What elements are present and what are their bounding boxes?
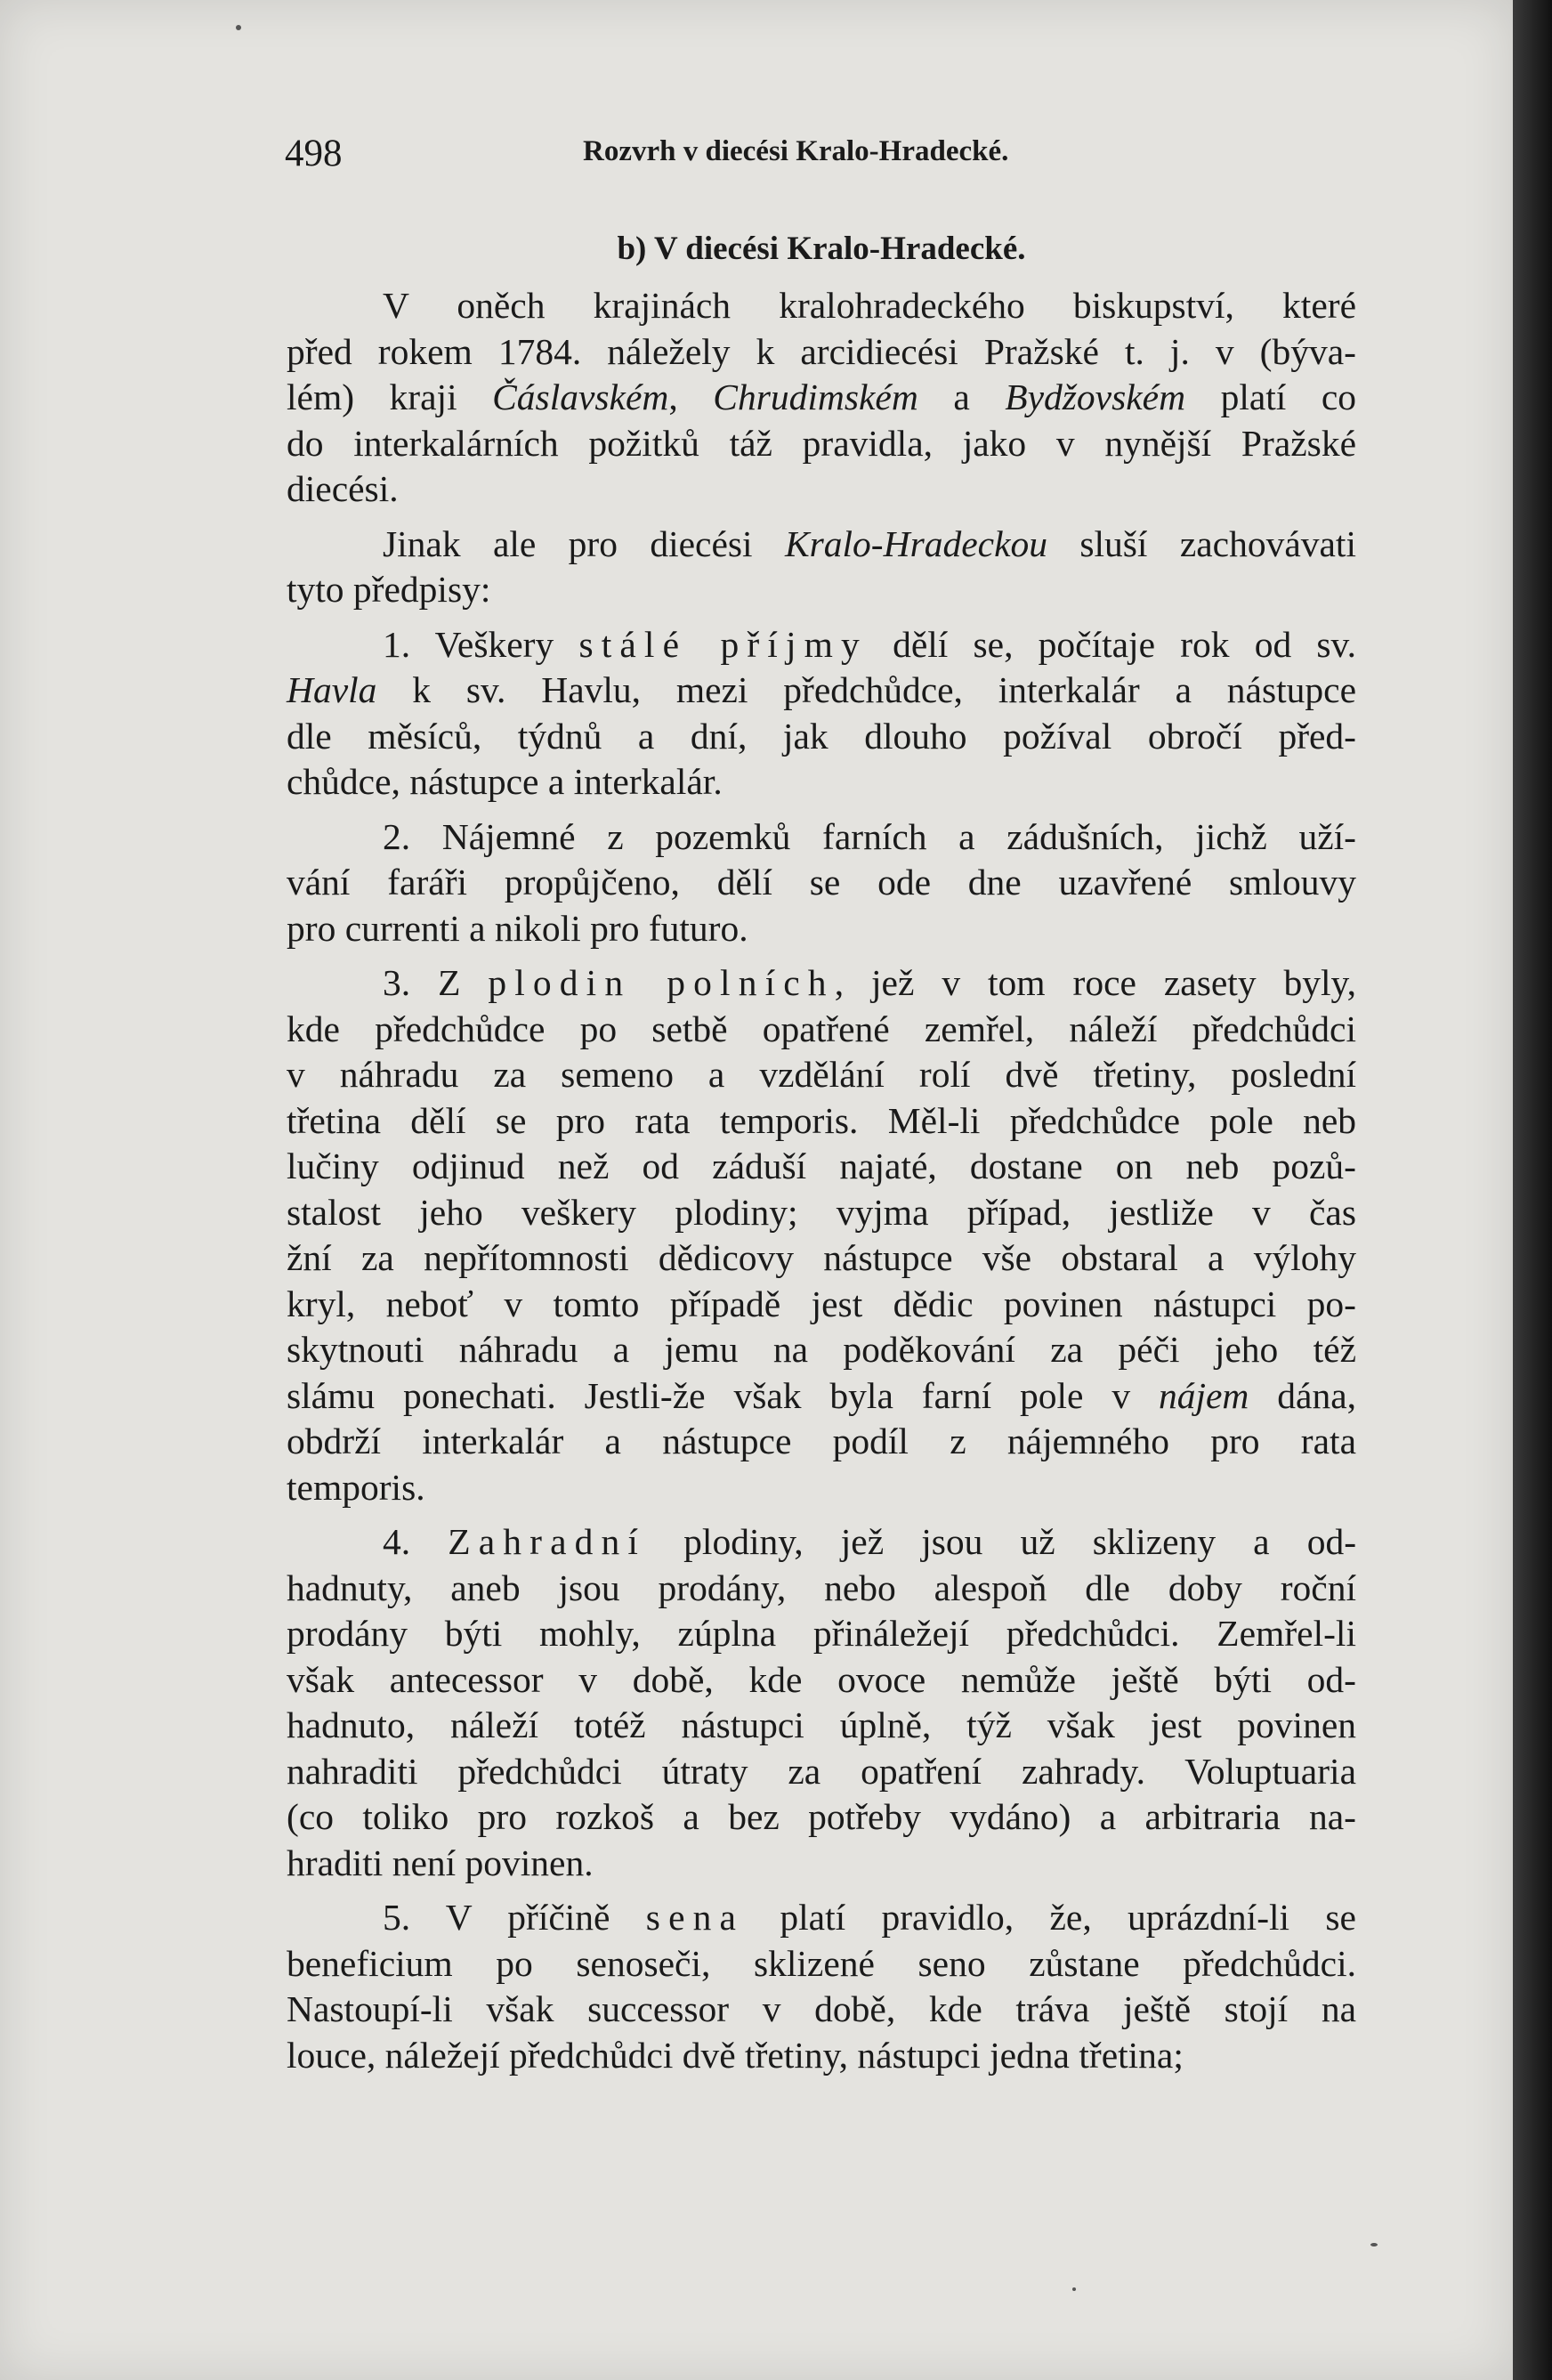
- text-line: lučiny odjinud než od záduší najaté, dostane on neb pozů-: [287, 1145, 1356, 1186]
- text-line: třetina dělí se pro rata temporis. Měl-li předchůdce pole neb: [287, 1099, 1356, 1141]
- text-line: nahraditi předchůdci útraty za opatření zahrady. Voluptuaria: [287, 1750, 1356, 1792]
- text-line: v náhradu za semeno a vzdělání rolí dvě třetiny, poslední: [287, 1054, 1356, 1095]
- page-header: [285, 132, 1362, 176]
- text-line: skytnouti náhradu a jemu na poděkování za péči jeho též: [287, 1329, 1356, 1370]
- text-line: žní za nepřítomnosti dědicovy nástupce vše obstaral a výlohy: [287, 1237, 1356, 1278]
- spaced-term: plodin polních: [488, 962, 835, 1003]
- body-text: [287, 223, 1356, 2087]
- text-line: kryl, neboť v tomto případě jest dědic povinen nástupci po-: [287, 1283, 1356, 1324]
- paragraph: [287, 283, 1356, 513]
- text-line: kde předchůdce po setbě opatřené zemřel, náleží předchůdci: [287, 1008, 1356, 1049]
- text-line: (co toliko pro rozkoš a bez potřeby vydáno) a arbitraria na-: [287, 1796, 1356, 1837]
- section-heading: b) V diecési Kralo-Hradecké.: [617, 231, 1026, 267]
- scan-speck: [1072, 2287, 1076, 2291]
- paragraph: [287, 522, 1356, 613]
- text-line: lém) kraji Čáslavském, Chrudimském a Bydžovském platí co: [287, 376, 1357, 417]
- paragraph-list: [287, 283, 1356, 2078]
- text-line: chůdce, nástupce a interkalár.: [287, 761, 723, 802]
- text-line: vání faráři propůjčeno, dělí se ode dne uzavřené smlouvy: [287, 862, 1356, 903]
- paragraph: [287, 1519, 1356, 1886]
- text-line: hraditi není povinen.: [287, 1842, 594, 1883]
- text-line: hadnuty, aneb jsou prodány, nebo alespoň dle doby roční: [287, 1566, 1356, 1608]
- text-line: temporis.: [287, 1466, 425, 1508]
- text-line: do interkalárních požitků táž pravidla, jako v nynější Pražské: [287, 422, 1356, 464]
- page-number: 498: [285, 133, 343, 174]
- scan-speck: [236, 25, 241, 30]
- paragraph: [287, 1895, 1356, 2078]
- text-line: prodány býti mohly, zúplna přináležejí předchůdci. Zemřel-li: [287, 1613, 1356, 1654]
- page-edge: [1513, 0, 1552, 2380]
- text-line: tyto předpisy:: [287, 569, 491, 610]
- text-line: Havla k sv. Havlu, mezi předchůdce, interkalár a nástupce: [287, 669, 1356, 710]
- italic-term: Havla: [287, 669, 377, 710]
- text-line: beneficium po senoseči, sklizené seno zůstane předchůdci.: [287, 1942, 1356, 1984]
- spaced-term: Zahradní: [448, 1521, 647, 1562]
- text-line: dle měsíců, týdnů a dní, jak dlouho požíval obročí před-: [287, 715, 1356, 757]
- italic-term: Kralo-Hradeckou: [784, 522, 1047, 564]
- scan-speck: [1370, 2243, 1378, 2246]
- text-line: 4. Zahradní plodiny, jež jsou už sklizeny a od-: [383, 1521, 1357, 1562]
- text-line: obdrží interkalár a nástupce podíl z nájemného pro rata: [287, 1421, 1356, 1461]
- text-line: 3. Z plodin polních, jež v tom roce zasety byly,: [383, 962, 1356, 1003]
- paragraph: [287, 960, 1356, 1510]
- text-line: louce, náležejí předchůdci dvě třetiny, nástupci jedna třetina;: [287, 2034, 1184, 2076]
- text-line: Nastoupí-li však successor v době, kde tráva ještě stojí na: [287, 1988, 1356, 2029]
- text-line: 2. Nájemné z pozemků farních a zádušních, jichž uží-: [383, 815, 1356, 857]
- text-line: Jinak ale pro diecési Kralo-Hradeckou sluší zachovávati: [383, 522, 1356, 564]
- italic-term: Chrudimském: [713, 376, 918, 417]
- text-line: 5. V příčině sena platí pravidlo, že, uprázdní-li se: [383, 1897, 1356, 1938]
- running-title: Rozvrh v diecési Kralo-Hradecké.: [583, 135, 1009, 167]
- text-line: hadnuto, náleží totéž nástupci úplně, týž však jest povinen: [287, 1704, 1356, 1745]
- paragraph: [287, 814, 1356, 952]
- text-line: před rokem 1784. náležely k arcidiecési Pražské t. j. v (býva-: [287, 330, 1356, 372]
- text-line: pro currenti a nikoli pro futuro.: [287, 907, 748, 949]
- italic-term: Čáslavském: [492, 376, 669, 417]
- spaced-term: stálé příjmy: [578, 623, 868, 665]
- paragraph: [287, 622, 1356, 805]
- text-line: 1. Veškery stálé příjmy dělí se, počítaje rok od sv.: [383, 623, 1356, 665]
- italic-term: nájem: [1158, 1374, 1249, 1416]
- text-line: diecési.: [287, 468, 399, 509]
- text-line: stalost jeho veškery plodiny; vyjma případ, jestliže v čas: [287, 1191, 1356, 1233]
- text-line: však antecessor v době, kde ovoce nemůže ještě býti od-: [287, 1658, 1356, 1700]
- spaced-term: sena: [645, 1897, 745, 1938]
- italic-term: Bydžovském: [1005, 376, 1186, 417]
- text-line: slámu ponechati. Jestli-že však byla farní pole v nájem dána,: [287, 1374, 1356, 1416]
- text-line: V oněch krajinách kralohradeckého biskupství, které: [383, 285, 1356, 326]
